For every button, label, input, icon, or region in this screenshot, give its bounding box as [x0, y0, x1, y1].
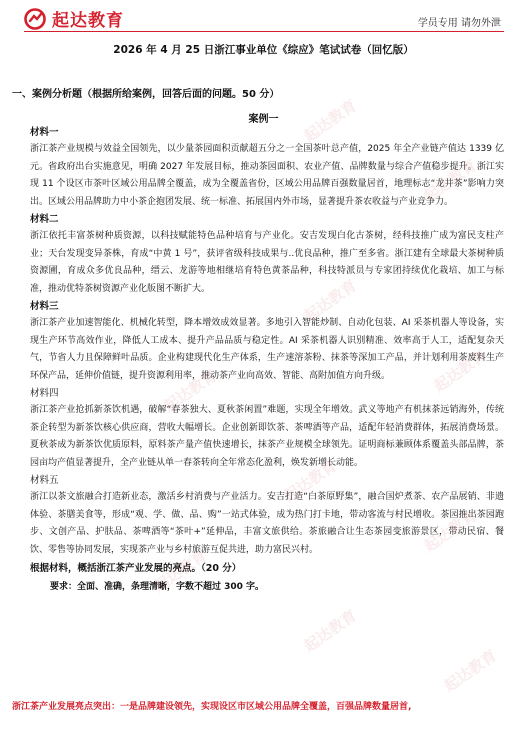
- header-divider: [24, 31, 504, 32]
- brand-name: 起达教育: [52, 11, 124, 31]
- watermark-text: 起达教育: [300, 606, 361, 656]
- confidential-note: 学员专用 请勿外泄: [417, 18, 501, 29]
- material-text: 浙江依托丰富茶树种质资源，以科技赋能特色品种培育与产业化。安吉发现白化古茶树，经科技推广成为富民支柱产业；天台发现变异茶株，育成“中黄 1 号”，获评省级科技成果与..优良品种，推广至多省。浙江建有全球最大茶树种质资源圃，育成众多优良品种，缙云、龙游等地相继培育特色黄茶品种，科技特派员与专家团持续优化栽培、加工与标准，推动优特茶树资源产业化版图不断扩大。: [30, 231, 504, 294]
- watermark-text: 起达教育: [440, 646, 501, 696]
- material-text: 浙江以茶文旅融合打造新业态，激活乡村消费与产业活力。安吉打造“白茶原野集”，融合国炉煮茶、农产品展销、非遗体验、茶膳美食等，形成“观、学、做、品、购”一站式体验，成为热门打卡地，带动客流与村民增收。茶园推出茶园跑步、文创产品、护肤品、茶啤酒等“茶叶+”延伸品，丰富文旅供给。茶旅融合让生态茶园变旅游景区，带动民宿、餐饮、零售等协同发展，实现茶产业与乡村旅游互促共进，助力富民兴村。: [30, 492, 504, 555]
- page-header: [0, 0, 527, 36]
- material-block: [30, 212, 504, 298]
- material-label: 材料二: [30, 214, 59, 225]
- case-title: 案例一: [248, 114, 279, 125]
- watermark-text: 起达教育: [300, 96, 361, 146]
- watermark-text: 起达教育: [420, 506, 481, 556]
- material-block: [30, 299, 504, 385]
- section-title: 一、案例分析题（根据所给案例，回答后面的问题。50 分）: [12, 89, 280, 100]
- watermark-text: 起达教育: [300, 276, 361, 326]
- watermark-text: 起达教育: [160, 366, 221, 416]
- brand-logo: [24, 6, 124, 31]
- watermark-text: 起达教育: [280, 456, 341, 506]
- material-label: 材料四: [30, 388, 59, 399]
- page-title: 2026 年 4 月 25 日浙江事业单位《综应》笔试试卷（回忆版）: [113, 44, 414, 56]
- brand-logo-icon: [24, 8, 46, 30]
- watermark-text: 起达教育: [430, 346, 491, 396]
- material-label: 材料一: [30, 127, 59, 138]
- material-text: 浙江茶产业规模与效益全国领先，以少量茶园面积贡献超五分之一全国茶叶总产值，2025 年全产业链产值达 1339 亿元。省政府出台实施意见，明确 2027 年发展目标，推动茶园面积、农业产值、品牌数量与综合产值稳步提升。浙江实现 11 个设区市茶叶区域公用品牌全覆盖，成为全覆盖省份，区域公用品牌百强数量居首，地理标志“龙井茶”影响力突出。区域公用品牌助力中小茶企抱团发展、统一标准、拓展国内外市场，显著提升茶农收益与产业竞争力。: [30, 144, 504, 207]
- material-block: [30, 386, 504, 472]
- material-text: 浙江茶产业加速智能化、机械化转型，降本增效成效显著。多地引入智能炒制、自动化包装、AI 采茶机器人等设备，实现生产环节高效作业，降低人工成本、提升产品品质与稳定性。AI 采茶机器人识别精准、效率高于人工，适配复杂天气，节省人力且保障鲜叶品质。企业构建现代化生产体系，生产速溶茶粉、抹茶等深加工产品，并计划利用茶废料生产环保产品，延伸价值链，提升资源利用率，推动茶产业向高效、智能、高附加值方向升级。: [30, 318, 504, 381]
- answer-preview: 浙江茶产业发展亮点突出：一是品牌建设领先，实现设区市区域公用品牌全覆盖，百强品牌数量居首,: [12, 702, 412, 712]
- requirement-text: 要求：全面、准确，条理清晰，字数不超过 300 字。: [50, 582, 265, 592]
- watermark-text: 起达教育: [420, 156, 481, 206]
- material-label: 材料三: [30, 301, 59, 312]
- material-text: 浙江茶产业抢抓新茶饮机遇，破解“春茶独大、夏秋茶闲置”难题，实现全年增效。武义等地产有机抹茶远销海外，传统茶企转型为新茶饮核心供应商，营收大幅增长。企业创新即饮茶、茶啤酒等产品，适配年轻消费群体，拓展消费场景。夏秋茶成为新茶饮优质原料，原料茶产量产值快速增长，抹茶产业规模全球领先。证明商标兼顾体系覆盖头部品牌，茶园亩均产值显著提升，全产业链从单一春茶转向全年常态化盈利，焕发新增长动能。: [30, 405, 504, 468]
- watermark-text: 起达教育: [150, 546, 211, 596]
- material-label: 材料五: [30, 475, 59, 486]
- question-text: 根据材料，概括浙江茶产业发展的亮点。（20 分）: [30, 563, 242, 574]
